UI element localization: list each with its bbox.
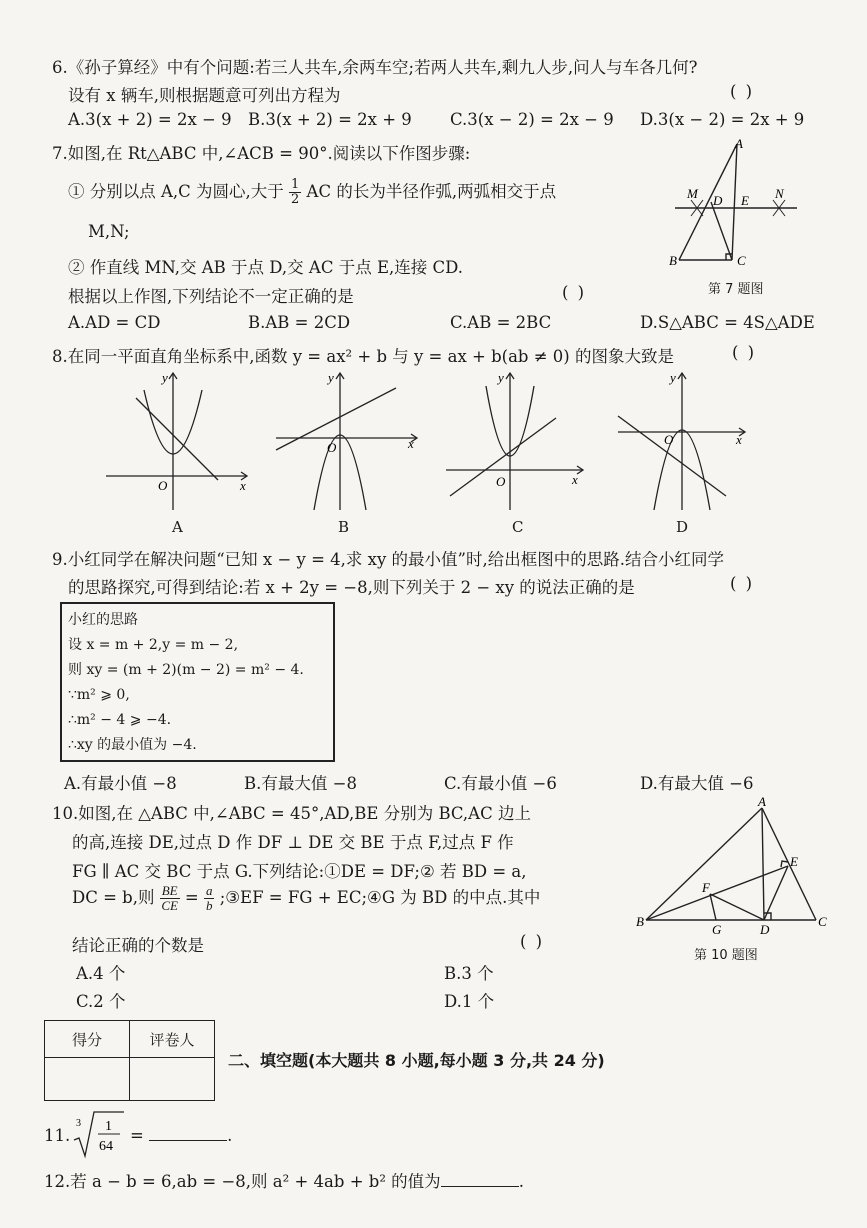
q7-label-a: A: [735, 136, 743, 151]
q6-bracket: ( ): [730, 82, 755, 101]
svg-text:64: 64: [99, 1139, 113, 1154]
q8-graph-d: [612, 368, 772, 528]
svg-text:O: O: [496, 474, 506, 489]
q7-figure: [665, 134, 805, 294]
q10-label-f: F: [702, 880, 710, 895]
svg-text:O: O: [158, 478, 168, 493]
score-header: 得分: [45, 1021, 130, 1058]
svg-text:O: O: [664, 432, 674, 447]
q10-option-d: D.1 个: [444, 992, 495, 1011]
svg-text:y: y: [328, 370, 334, 385]
score-table: [44, 1020, 215, 1101]
q8-graph-c: [440, 368, 600, 528]
q9-box-line: 设 x = m + 2,y = m − 2,: [68, 637, 239, 653]
grader-header: 评卷人: [130, 1021, 215, 1058]
q9-thinking-box: [60, 602, 335, 762]
q9-line1: 9.小红同学在解决问题“已知 x − y = 4,求 xy 的最小值”时,给出框图中的思路.结合小红同学: [52, 550, 724, 569]
q8-text: 8.在同一平面直角坐标系中,函数 y = ax² + b 与 y = ax + b(ab ≠ 0) 的图象大致是: [52, 347, 674, 366]
q10-fraction-a-b: $\frac{a}{b}$: [205, 883, 213, 913]
q9-option-a: A.有最小值 −8: [64, 774, 177, 793]
q6-option-c: C.3(x − 2) = 2x − 9: [450, 110, 614, 129]
q7-option-c: C.AB = 2BC: [450, 313, 552, 332]
q7-step1-c: M,N;: [88, 222, 130, 241]
q9-option-c: C.有最小值 −6: [444, 774, 557, 793]
q10-fraction-be-ce: $\frac{BE}{CE}$: [161, 883, 178, 913]
score-cell[interactable]: [45, 1058, 130, 1101]
q7-bracket: ( ): [562, 283, 587, 302]
section-2-heading: 二、填空题(本大题共 8 小题,每小题 3 分,共 24 分): [228, 1051, 605, 1070]
q10-bracket: ( ): [520, 932, 545, 951]
q7-half-fraction: $\frac{1}{2}$: [291, 177, 300, 207]
q8-graph-a: [100, 368, 260, 528]
q12-line: 12.若 a − b = 6,ab = −8,则 a² + 4ab + b² 的值为 .: [44, 1172, 524, 1191]
svg-text:3: 3: [76, 1118, 81, 1129]
q7-label-e: E: [741, 193, 749, 208]
q11-answer-blank[interactable]: [149, 1126, 227, 1141]
q9-bracket: ( ): [730, 574, 755, 593]
q10-fig-caption: 第 10 题图: [694, 948, 758, 963]
q8-bracket: ( ): [732, 343, 757, 362]
grader-cell[interactable]: [130, 1058, 215, 1101]
q11-cube-root: [70, 1108, 126, 1160]
svg-text:y: y: [498, 370, 504, 385]
q10-line2: 的高,连接 DE,过点 D 作 DF ⊥ DE 交 BE 于点 F,过点 F 作: [72, 833, 514, 852]
q6-line2: 设有 x 辆车,则根据题意可列出方程为: [68, 86, 341, 105]
q10-line5: 结论正确的个数是: [72, 936, 204, 955]
q6-option-d: D.3(x − 2) = 2x + 9: [640, 110, 805, 129]
q12-answer-blank[interactable]: [441, 1172, 519, 1187]
q8-graph-c-label: C: [512, 518, 524, 536]
q8-graph-b: [270, 368, 430, 528]
q7-option-b: B.AB = 2CD: [248, 313, 351, 332]
q9-box-title: 小红的思路: [68, 612, 138, 628]
q7-option-a: A.AD = CD: [68, 313, 161, 332]
svg-text:x: x: [736, 432, 742, 447]
svg-text:x: x: [408, 436, 414, 451]
svg-text:x: x: [572, 472, 578, 487]
q9-line2: 的思路探究,可得到结论:若 x + 2y = −8,则下列关于 2 − xy 的说法正确的是: [68, 578, 635, 597]
svg-text:y: y: [670, 370, 676, 385]
q10-label-d: D: [760, 922, 770, 937]
q7-step2: ② 作直线 MN,交 AB 于点 D,交 AC 于点 E,连接 CD.: [68, 258, 463, 277]
q10-label-a: A: [758, 794, 766, 809]
q9-box-line: ∴xy 的最小值为 −4.: [68, 737, 197, 753]
q10-label-c: C: [818, 914, 827, 929]
q9-box-line: ∵m² ⩾ 0,: [68, 687, 130, 703]
q10-option-c: C.2 个: [76, 992, 126, 1011]
q10-option-b: B.3 个: [444, 964, 494, 983]
q9-box-line: 则 xy = (m + 2)(m − 2) = m² − 4.: [68, 662, 304, 678]
svg-text:y: y: [162, 370, 168, 385]
q7-label-m: M: [687, 186, 698, 201]
q10-label-e: E: [790, 854, 798, 869]
q10-figure: [632, 792, 832, 942]
q10-label-b: B: [636, 914, 644, 929]
q7-conclusion: 根据以上作图,下列结论不一定正确的是: [68, 287, 354, 306]
svg-text:1: 1: [105, 1119, 112, 1134]
q9-box-line: ∴m² − 4 ⩾ −4.: [68, 712, 172, 728]
q7-step1-b: AC 的长为半径作弧,两弧相交于点: [306, 182, 557, 201]
q7-label-c: C: [737, 253, 746, 268]
q10-option-a: A.4 个: [76, 964, 126, 983]
q10-label-g: G: [712, 922, 722, 937]
q7-label-n: N: [775, 186, 784, 201]
q11-label: 11.: [44, 1126, 71, 1145]
q7-label-b: B: [669, 253, 677, 268]
q7-step1: [68, 178, 556, 207]
q7-step1-a: ① 分别以点 A,C 为圆心,大于: [68, 182, 284, 201]
q8-graph-d-label: D: [676, 518, 689, 536]
svg-text:x: x: [240, 478, 246, 493]
q9-option-d: D.有最大值 −6: [640, 774, 754, 793]
q7-label-d: D: [713, 193, 723, 208]
q7-line1: 7.如图,在 Rt△ABC 中,∠ACB = 90°.阅读以下作图步骤:: [52, 144, 471, 163]
q7-fig-caption: 第 7 题图: [708, 282, 764, 297]
q10-line3: FG ∥ AC 交 BC 于点 G.下列结论:①DE = DF;② 若 BD = a,: [72, 862, 527, 881]
q6-line1: 6.《孙子算经》中有个问题:若三人共车,余两车空;若两人共车,剩九人步,问人与车各几何?: [52, 58, 698, 77]
q8-graph-b-label: B: [338, 518, 350, 536]
q8-graph-a-label: A: [172, 518, 183, 536]
q7-option-d: D.S△ABC = 4S△ADE: [640, 313, 815, 332]
q6-option-b: B.3(x + 2) = 2x + 9: [248, 110, 412, 129]
q10-line1: 10.如图,在 △ABC 中,∠ABC = 45°,AD,BE 分别为 BC,AC 边上: [52, 804, 531, 823]
svg-text:O: O: [327, 440, 337, 455]
q6-option-a: A.3(x + 2) = 2x − 9: [68, 110, 232, 129]
q10-line4: DC = b,则 $\frac{BE}{CE}$ = $\frac{a}{b}$ ;③EF = FG + EC;④G 为 BD 的中点.其中: [72, 883, 541, 913]
q9-option-b: B.有最大值 −8: [244, 774, 357, 793]
q11-answer: = .: [130, 1126, 233, 1145]
